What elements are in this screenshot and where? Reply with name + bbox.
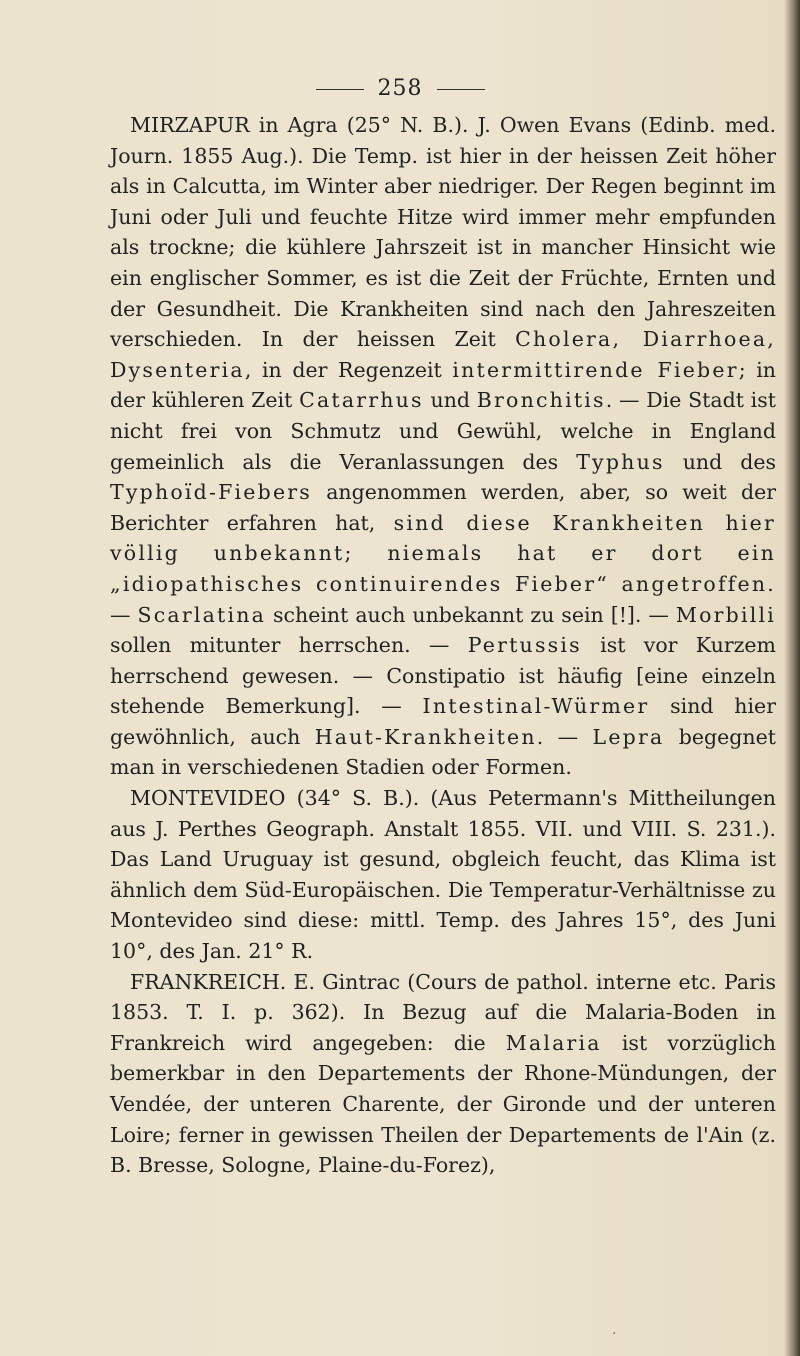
spaced-term: sind diese Krankheiten hier völlig unbekannt; niemals hat er dort ein „idiopathisches continuirendes Fieber“ angetroffen. bbox=[110, 510, 776, 596]
spaced-term: Morbilli bbox=[675, 602, 776, 627]
paragraph-mirzapur bbox=[110, 110, 776, 783]
paragraph-frankreich bbox=[110, 967, 776, 1181]
spaced-term: Cholera, Diarrhoea, Dysenteria bbox=[110, 327, 776, 382]
spaced-term: Lepra bbox=[592, 724, 665, 749]
text-run: . — Die Stadt ist nicht frei von Schmutz und Gewühl, welche in England gemeinlich als die Veranlassungen des bbox=[110, 388, 776, 474]
header-dash-left bbox=[316, 89, 364, 90]
page-edge-shadow bbox=[784, 0, 800, 1356]
spaced-term: Pertussis bbox=[467, 633, 582, 658]
spaced-term: Malaria bbox=[505, 1030, 602, 1055]
spaced-term: Haut-Krankheiten bbox=[314, 724, 537, 749]
spaced-term: Catarrhus bbox=[299, 388, 424, 413]
text-run: sollen mitunter herrschen. — bbox=[110, 633, 468, 658]
spaced-term: Scarlatina bbox=[137, 602, 267, 627]
text-run: sind hier gewöhnlich, auch bbox=[110, 694, 776, 749]
page-header bbox=[0, 74, 800, 104]
text-run: ; in der kühleren Zeit bbox=[110, 357, 776, 413]
text-run: angenommen werden, aber, so weit der Berichter erfahren hat, bbox=[110, 480, 776, 535]
spaced-term: Typhus bbox=[576, 449, 665, 474]
text-run: ist vorzüglich bemerkbar in den Departements der Rhone-Mündungen, der Vendée, der unteren Charente, der Gironde und der unteren Loire; ferner in gewissen Theilen der Departements de l'Ain (z. B. Bresse, Sologne, Plaine-du-Forez), bbox=[110, 1030, 776, 1178]
text-run: MONTEVIDEO (34° S. B.). (Aus Petermann's Mittheilungen aus J. Perthes Geograph. Anstalt 1855. VII. und VIII. S. 231.). Das Land Uruguay ist gesund, obgleich feucht, das Klima ist ähnlich dem Süd-Europäischen. Die Temperatur-Verhältnisse zu Montevideo sind diese: mittl. Temp. des Jahres 15°, des Juni 10°, des Jan. 21° R. bbox=[110, 786, 776, 964]
text-run: scheint auch unbekannt zu sein [!]. — bbox=[266, 602, 676, 627]
body-text bbox=[110, 110, 776, 1181]
text-run: — bbox=[110, 602, 138, 627]
spaced-term: intermittirende Fieber bbox=[452, 357, 739, 382]
text-run: , in der Regenzeit bbox=[244, 357, 453, 382]
text-run: und des bbox=[664, 449, 776, 474]
text-run: ist vor Kurzem herrschend gewesen. — Constipatio ist häufig [eine einzeln stehende Bemerkung]. — bbox=[110, 633, 776, 719]
text-run: MIRZAPUR in Agra (25° N. B.). J. Owen Evans (Edinb. med. Journ. 1855 Aug.). Die Temp. ist hier in der heissen Zeit höher als in Calcutta, im Winter aber niedriger. Der Regen beginnt im Juni oder Juli und feuchte Hitze wird immer mehr empfunden als trockne; die kühlere Jahrszeit ist in mancher Hinsicht wie ein englischer Sommer, es ist die Zeit der Früchte, Ernten und der Gesundheit. Die Krankheiten sind nach den Jahreszeiten verschieden. In der heissen Zeit bbox=[110, 113, 776, 352]
text-run: begegnet man in verschiedenen Stadien oder Formen. bbox=[110, 724, 776, 780]
header-dash-right bbox=[437, 89, 485, 90]
spaced-term: Intestinal-Würmer bbox=[422, 694, 650, 719]
paragraph-montevideo bbox=[110, 783, 776, 967]
bottom-mark: · bbox=[612, 1326, 617, 1342]
text-run: FRANKREICH. E. Gintrac (Cours de pathol. interne etc. Paris 1853. T. I. p. 362). In Bezug auf die Malaria-Boden in Frankreich wird angegeben: die bbox=[110, 969, 776, 1055]
page-number: 258 bbox=[377, 76, 423, 101]
text-run: und bbox=[423, 388, 477, 413]
spaced-term: Bronchitis bbox=[476, 388, 606, 413]
spaced-term: Typhoïd-Fiebers bbox=[110, 480, 313, 505]
text-run: . — bbox=[536, 724, 593, 749]
